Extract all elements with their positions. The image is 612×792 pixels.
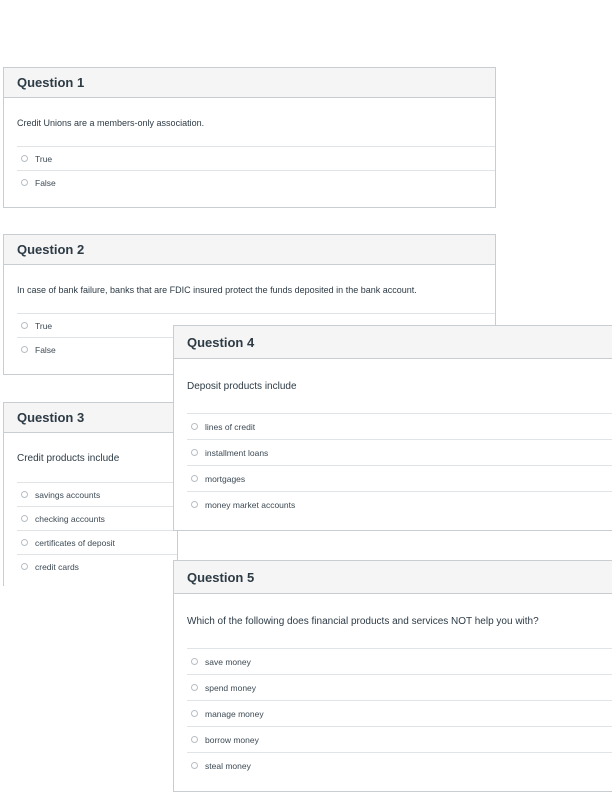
radio-button[interactable] <box>21 179 28 186</box>
radio-button[interactable] <box>191 684 198 691</box>
question-card-4 <box>173 325 612 531</box>
question-text: Deposit products include <box>187 381 297 392</box>
question-text: Which of the following does financial products and services NOT help you with? <box>187 616 539 627</box>
radio-button[interactable] <box>21 491 28 498</box>
answer-option[interactable] <box>187 465 612 491</box>
answer-option[interactable] <box>187 491 612 517</box>
question-title: Question 2 <box>17 242 85 257</box>
answer-label: certificates of deposit <box>35 537 115 548</box>
question-header <box>174 326 612 359</box>
answer-label: steal money <box>205 760 251 771</box>
answer-option[interactable] <box>17 482 177 506</box>
answer-option[interactable] <box>187 439 612 465</box>
answer-label: installment loans <box>205 447 269 458</box>
question-title: Question 3 <box>17 410 85 425</box>
answer-list <box>17 146 495 194</box>
answer-label: credit cards <box>35 561 79 572</box>
radio-button[interactable] <box>191 736 198 743</box>
radio-button[interactable] <box>191 658 198 665</box>
question-card-5 <box>173 560 612 792</box>
radio-button[interactable] <box>191 423 198 430</box>
answer-label: mortgages <box>205 473 246 484</box>
radio-button[interactable] <box>21 322 28 329</box>
radio-button[interactable] <box>191 710 198 717</box>
radio-button[interactable] <box>191 762 198 769</box>
answer-option[interactable] <box>17 530 177 554</box>
answer-list <box>17 482 177 578</box>
answer-label: manage money <box>205 708 264 719</box>
answer-option[interactable] <box>187 413 612 439</box>
answer-label: True <box>35 320 53 331</box>
radio-button[interactable] <box>21 346 28 353</box>
answer-label: True <box>35 153 53 164</box>
answer-option[interactable] <box>17 554 177 578</box>
answer-option[interactable] <box>187 726 612 752</box>
answer-option[interactable] <box>187 648 612 674</box>
answer-label: borrow money <box>205 734 259 745</box>
question-text: Credit Unions are a members-only association. <box>17 118 205 128</box>
answer-option[interactable] <box>187 674 612 700</box>
answer-label: save money <box>205 656 251 667</box>
radio-button[interactable] <box>21 539 28 546</box>
answer-option[interactable] <box>17 170 495 194</box>
question-card-1 <box>3 67 496 208</box>
answer-label: spend money <box>205 682 257 693</box>
question-title: Question 5 <box>187 569 255 585</box>
radio-button[interactable] <box>21 563 28 570</box>
answer-label: savings accounts <box>35 489 101 500</box>
radio-button[interactable] <box>191 475 198 482</box>
question-title: Question 4 <box>187 334 255 350</box>
radio-button[interactable] <box>191 501 198 508</box>
radio-button[interactable] <box>21 155 28 162</box>
question-text: Credit products include <box>17 453 120 464</box>
answer-label: False <box>35 344 56 355</box>
answer-list <box>187 413 612 517</box>
question-header <box>4 403 177 433</box>
answer-label: lines of credit <box>205 421 256 432</box>
answer-label: checking accounts <box>35 513 105 524</box>
radio-button[interactable] <box>21 515 28 522</box>
question-header <box>4 235 495 265</box>
answer-option[interactable] <box>17 506 177 530</box>
answer-label: money market accounts <box>205 499 296 510</box>
answer-list <box>187 648 612 778</box>
answer-label: False <box>35 177 56 188</box>
answer-option[interactable] <box>187 752 612 778</box>
question-header <box>4 68 495 98</box>
question-text: In case of bank failure, banks that are FDIC insured protect the funds deposited in the bank account. <box>17 285 417 295</box>
question-title: Question 1 <box>17 75 85 90</box>
radio-button[interactable] <box>191 449 198 456</box>
answer-option[interactable] <box>17 146 495 170</box>
question-header <box>174 561 612 594</box>
question-card-3 <box>3 402 178 586</box>
answer-option[interactable] <box>187 700 612 726</box>
